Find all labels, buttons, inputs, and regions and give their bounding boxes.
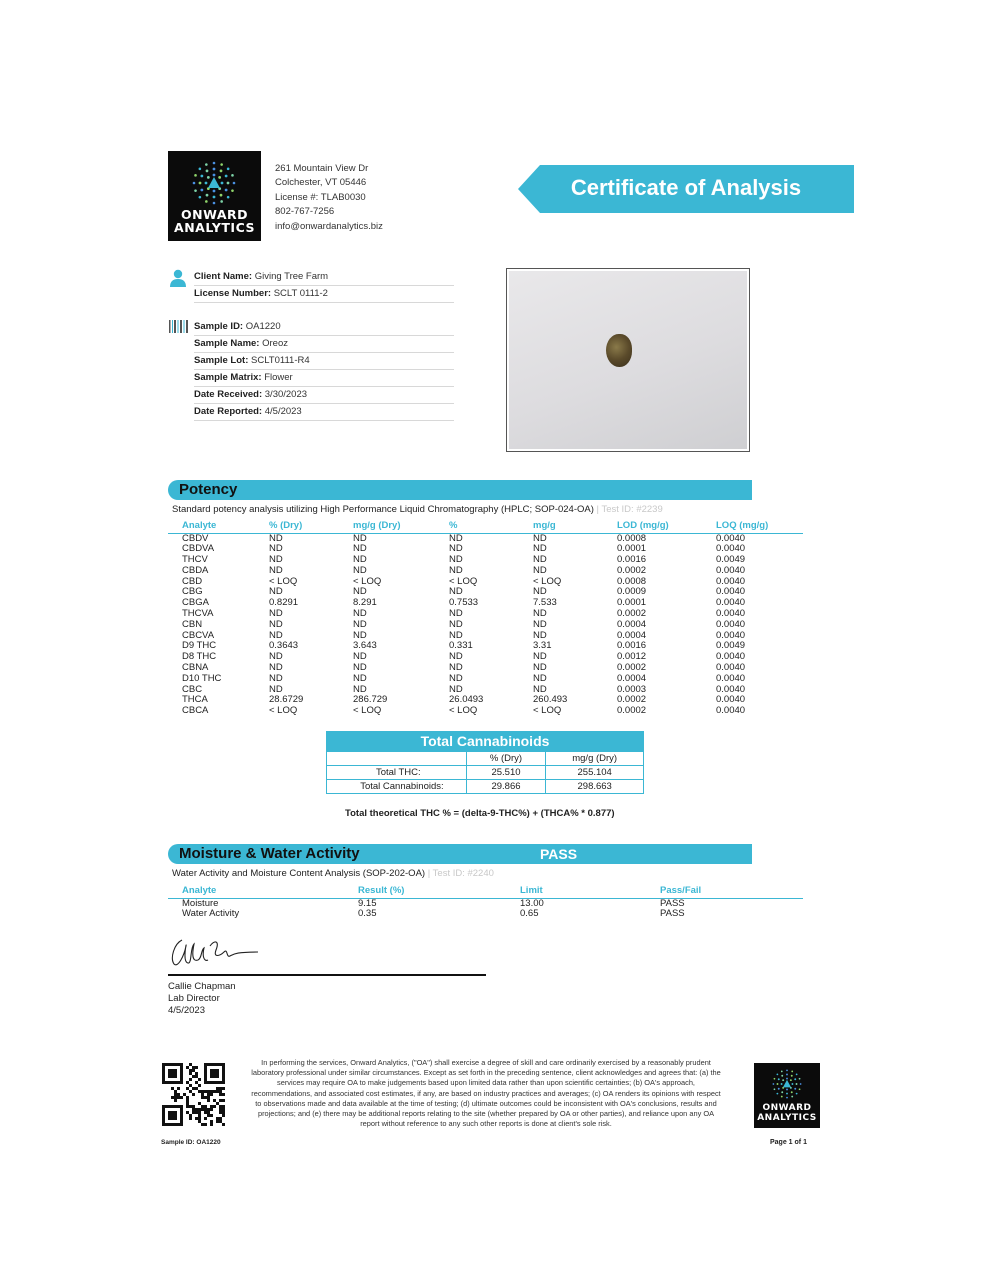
cell-value: 0.0040 [716,705,746,717]
signer-block [168,981,236,1016]
analyte-name: CBC [182,683,203,695]
cell-value: 0.0001 [617,597,647,609]
potency-header [168,480,752,500]
moisture-table [168,883,803,920]
cell-value: < LOQ [449,705,478,717]
cell-value: 0.0002 [617,694,647,706]
col-mg: mg/g [533,519,556,531]
cell-value: 0.0040 [716,651,746,663]
cell-value: 8.291 [353,597,377,609]
cell-value: ND [269,586,283,598]
address-line: License #: TLAB0030 [275,191,366,203]
logo-icon [189,157,239,209]
address-line: info@onwardanalytics.biz [275,220,383,232]
certificate-title: Certificate of Analysis [570,175,802,200]
logo-icon [770,1066,804,1102]
table-row [168,674,803,685]
cell-value: ND [269,672,283,684]
cell-value: 0.3643 [269,640,299,652]
sample-details [194,319,454,421]
logo-line1: ONWARD [181,207,248,222]
table-row [168,706,803,717]
cell-value: 3.31 [533,640,552,652]
date-reported-field: Date Reported: 4/5/2023 [194,404,454,421]
col-lod: LOD (mg/g) [617,519,669,531]
person-icon [169,269,187,288]
analyte-name: THCA [182,694,208,706]
cell-value: 0.0040 [716,683,746,695]
cell-value: 0.0040 [716,629,746,641]
address-line: 802-767-7256 [275,206,335,218]
cell-value: 0.331 [449,640,473,652]
signature-line [168,974,486,976]
table-row [168,609,803,620]
cell-value: 0.0001 [617,543,647,555]
cell-value: 0.0008 [617,575,647,587]
cell-value: 0.0008 [617,532,647,544]
cell-value: 0.7533 [449,597,479,609]
address-line: 261 Mountain View Dr [275,163,369,174]
table-row: Water Activity 0.35 0.65 PASS [182,908,685,920]
signer-title: Lab Director [168,992,220,1004]
cell-value: 0.0002 [617,608,647,620]
cell-value: ND [449,651,463,663]
total-thc-row: Total THC: 25.510 255.104 [327,766,644,780]
table-row [168,652,803,663]
cell-value: < LOQ [533,705,562,717]
lab-address [275,162,383,234]
cell-value: 0.0040 [716,608,746,620]
analyte-name: THCVA [182,608,214,620]
footer-logo-line1: ONWARD [762,1103,812,1113]
table-row [168,598,803,609]
table-row [168,620,803,631]
cell-value: 0.0049 [716,554,746,566]
cell-value: 0.0002 [617,705,647,717]
analyte-name: CBG [182,586,203,598]
cell-value: ND [353,672,367,684]
total-cannabinoids [326,731,644,794]
cell-value: 0.0016 [617,640,647,652]
sample-id-field: Sample ID: OA1220 [194,319,454,336]
cell-value: 0.0040 [716,597,746,609]
cell-value: 0.0040 [716,672,746,684]
cell-value: 28.6729 [269,694,304,706]
cell-value: ND [353,554,367,566]
cell-value: 0.0002 [617,662,647,674]
col-pct-dry: % (Dry) [269,519,303,531]
cell-value: ND [353,608,367,620]
cell-value: ND [533,532,547,544]
qr-code [162,1063,225,1126]
cell-value: ND [449,672,463,684]
analyte-name: D8 THC [182,651,217,663]
analyte-name: CBD [182,575,203,587]
analyte-name: D9 THC [182,640,217,652]
footer-logo-line2: ANALYTICS [757,1113,817,1123]
sample-name-field: Sample Name: Oreoz [194,336,454,353]
table-row [168,641,803,652]
table-row [168,566,803,577]
potency-table [168,518,803,717]
cell-value: ND [353,662,367,674]
cell-value: ND [269,651,283,663]
client-name-field: Client Name: Giving Tree Farm [194,269,454,286]
analyte-name: CBNA [182,662,209,674]
signature [168,932,263,970]
cell-value: 0.0040 [716,532,746,544]
license-number-field: License Number: SCLT 0111-2 [194,286,454,303]
potency-test-id: | Test ID: #2239 [596,504,663,515]
cell-value: ND [533,554,547,566]
cell-value: 0.0040 [716,564,746,576]
cell-value: 0.0040 [716,662,746,674]
table-row [168,685,803,696]
cell-value: 0.0004 [617,672,647,684]
table-row [168,631,803,642]
cell-value: ND [269,618,283,630]
client-name: Giving Tree Farm [254,271,329,282]
cell-value: < LOQ [269,575,298,587]
cell-value: ND [449,543,463,555]
total-cannabinoids-row: Total Cannabinoids: 29.866 298.663 [327,780,644,794]
cell-value: < LOQ [533,575,562,587]
moisture-test-id: | Test ID: #2240 [427,868,494,879]
analyte-name: CBN [182,618,203,630]
footer-sample-id: Sample ID: OA1220 [161,1139,221,1146]
cell-value: 0.0040 [716,575,746,587]
table-row [168,533,803,544]
cell-value: ND [353,683,367,695]
cell-value: ND [449,618,463,630]
cell-value: < LOQ [353,705,382,717]
cell-value: ND [449,608,463,620]
table-row [168,587,803,598]
col-pct: % [449,519,458,531]
cell-value: 0.8291 [269,597,299,609]
potency-title: Potency [179,481,238,498]
footer-logo [754,1063,820,1128]
moisture-status: PASS [540,846,578,862]
cell-value: ND [269,608,283,620]
cell-value: 286.729 [353,694,388,706]
cell-value: ND [449,532,463,544]
cell-value: ND [353,629,367,641]
cell-value: ND [533,683,547,695]
cell-value: ND [269,543,283,555]
cell-value: ND [533,608,547,620]
sample-photo [506,268,750,452]
cell-value: ND [449,629,463,641]
cell-value: ND [269,662,283,674]
analyte-name: CBDV [182,532,209,544]
cell-value: 260.493 [533,694,568,706]
cell-value: ND [449,564,463,576]
cell-value: ND [533,564,547,576]
cell-value: ND [449,662,463,674]
license-number: SCLT 0111-2 [273,288,328,299]
totals-col-mg: mg/g (Dry) [546,752,644,766]
cell-value: ND [533,672,547,684]
cell-value: ND [269,554,283,566]
table-row [168,555,803,566]
cell-value: < LOQ [449,575,478,587]
cell-value: 0.0003 [617,683,647,695]
cell-value: 7.533 [533,597,557,609]
analyte-name: CBCVA [182,629,215,641]
cell-value: < LOQ [353,575,382,587]
cell-value: ND [533,629,547,641]
analyte-name: D10 THC [182,672,222,684]
analyte-name: CBGA [182,597,209,609]
logo-line2: ANALYTICS [174,220,255,235]
cell-value: ND [533,618,547,630]
cell-value: 0.0012 [617,651,647,663]
analyte-name: CBCA [182,705,209,717]
cell-value: ND [533,662,547,674]
cell-value: 0.0040 [716,618,746,630]
moisture-description: Water Activity and Moisture Content Analysis (SOP-202-OA) | Test ID: #2240 [172,868,494,879]
cell-value: 0.0016 [617,554,647,566]
cell-value: < LOQ [269,705,298,717]
cell-value: ND [449,554,463,566]
analyte-name: THCV [182,554,208,566]
disclaimer: In performing the services, Onward Analytics, ("OA") shall exercise a degree of skill and care ordinarily exercised by a reasonably prudent laboratory professional under similar circumstances. Except as set forth in the preceding sentence, client acknowledges and agrees that: (a) the services may require OA to make judgements based upon limited data rather than upon scientific certainties; (b) OA's approach, recommendations, and associated cost estimates, if any, are based on industry practices and averages; (c) OA renders its opinions with respect to observations made and data available at the time of testing; (d) ultimate outcomes could be inconsistent with OA's conclusions, results and projections; and (e) there may be additional reports relating to the site (whether prepared by OA or other parties), and reliance upon any OA report without reference to any such other reports is done at client's sole risk. [251,1058,721,1129]
analyte-name: CBDVA [182,543,215,555]
col-analyte: Analyte [182,884,217,896]
table-row: Moisture 9.15 13.00 PASS [182,897,685,909]
cell-value: 0.0040 [716,694,746,706]
moisture-header [168,844,752,864]
table-row [168,663,803,674]
col-analyte: Analyte [182,519,217,531]
cell-value: ND [353,618,367,630]
col-loq: LOQ (mg/g) [716,519,769,531]
flower-bud [606,334,632,367]
total-cannabinoids-title: Total Cannabinoids [326,731,644,751]
cell-value: ND [533,586,547,598]
cell-value: 0.0040 [716,586,746,598]
logo [168,151,261,241]
cell-value: ND [269,683,283,695]
sample-lot-field: Sample Lot: SCLT0111-R4 [194,353,454,370]
cell-value: 0.0004 [617,618,647,630]
cell-value: ND [353,564,367,576]
cell-value: ND [533,543,547,555]
cell-value: ND [353,543,367,555]
cell-value: ND [449,586,463,598]
totals-col-pct: % (Dry) [466,752,546,766]
col-result: Result (%) [358,884,405,896]
cell-value: ND [533,651,547,663]
cell-value: ND [449,683,463,695]
signer-date: 4/5/2023 [168,1004,205,1016]
moisture-title: Moisture & Water Activity [179,845,360,862]
cell-value: 0.0049 [716,640,746,652]
sample-matrix-field: Sample Matrix: Flower [194,370,454,387]
cell-value: ND [353,532,367,544]
cell-value: ND [353,586,367,598]
date-received-field: Date Received: 3/30/2023 [194,387,454,404]
page-number: Page 1 of 1 [770,1139,807,1146]
col-mg-dry: mg/g (Dry) [353,519,401,531]
col-limit: Limit [520,884,543,896]
signer-name: Callie Chapman [168,981,236,992]
barcode-icon [169,320,189,333]
table-row [168,695,803,706]
cell-value: 0.0009 [617,586,647,598]
cell-value: 26.0493 [449,694,484,706]
potency-description: Standard potency analysis utilizing High Performance Liquid Chromatography (HPLC; SOP-024-OA) | Test ID: #2239 [172,504,663,515]
table-row [168,577,803,588]
address-line: Colchester, VT 05446 [275,177,367,189]
cell-value: 0.0002 [617,564,647,576]
col-pass-fail: Pass/Fail [660,884,702,896]
cell-value: 3.643 [353,640,377,652]
cell-value: ND [269,564,283,576]
cell-value: ND [353,651,367,663]
cell-value: 0.0040 [716,543,746,555]
thc-formula: Total theoretical THC % = (delta-9-THC%) + (THCA% * 0.877) [345,808,615,819]
table-row [168,544,803,555]
cell-value: ND [269,532,283,544]
analyte-name: CBDA [182,564,209,576]
cell-value: 0.0004 [617,629,647,641]
cell-value: ND [269,629,283,641]
